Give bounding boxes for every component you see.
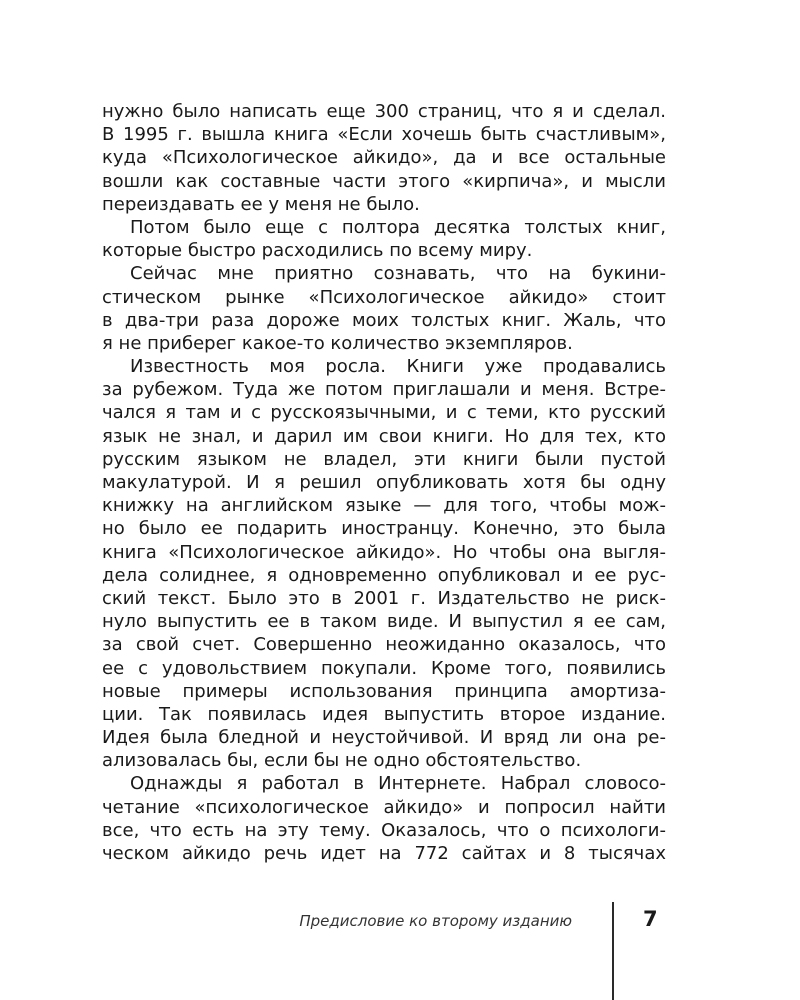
footer-divider (612, 902, 614, 1000)
text-line: за свой счет. Совершенно неожиданно оказалось, что (102, 634, 666, 656)
text-line: я не приберег какое-то количество экземпляров. (102, 332, 573, 354)
text-line: ализовалась бы, если бы не одно обстоятельство. (102, 750, 582, 772)
text-line: Известность моя росла. Книги уже продавались (130, 356, 666, 378)
text-line: книжку на английском языке — для того, чтобы мож- (102, 495, 666, 517)
text-line: которые быстро расходились по всему миру. (102, 240, 533, 262)
text-line: вошли как составные части этого «кирпича», и мысли (102, 170, 666, 192)
text-line: ции. Так появилась идея выпустить второе издание. (102, 703, 666, 725)
text-line: Потом было еще с полтора десятка толстых книг, (130, 216, 666, 238)
text-line: четание «психологическое айкидо» и попросил найти (102, 796, 666, 818)
text-line: нуло выпустить ее в таком виде. И выпустил я ее сам, (102, 611, 666, 633)
text-line: чался я там и с русскоязычными, и с теми, кто русский (102, 402, 666, 424)
text-line: Однажды я работал в Интернете. Набрал словосо- (130, 773, 666, 795)
body-text (102, 100, 666, 865)
text-line: макулатурой. И я решил опубликовать хотя бы одну (102, 472, 666, 493)
text-line: ее с удовольствием покупали. Кроме того, появились (102, 657, 666, 679)
text-line: за рубежом. Туда же потом приглашали и меня. Встре- (102, 379, 666, 401)
text-line: переиздавать ее у меня не было. (102, 193, 420, 215)
text-line: но было ее подарить иностранцу. Конечно, это была (102, 518, 666, 540)
text-line: куда «Психологическое айкидо», да и все остальные (102, 147, 666, 169)
text-line: русским языком не владел, эти книги были пустой (102, 448, 666, 470)
text-line: язык не знал, и дарил им свои книги. Но для тех, кто (102, 425, 666, 447)
text-line: стическом рынке «Психологическое айкидо» стоит (102, 286, 666, 308)
text-line: новые примеры использования принципа амортиза- (102, 680, 666, 702)
page-number: 7 (643, 907, 658, 931)
text-line: все, что есть на эту тему. Оказалось, что о психологи- (102, 819, 666, 841)
text-line: Сейчас мне приятно сознавать, что на букини- (130, 263, 666, 285)
running-title: Предисловие ко второму изданию (299, 912, 572, 930)
text-line: книга «Психологическое айкидо». Но чтобы она выгля- (102, 541, 666, 563)
text-line: В 1995 г. вышла книга «Если хочешь быть счастливым», (102, 124, 666, 146)
text-line: ческом айкидо речь идет на 772 сайтах и 8 тысячах (102, 843, 666, 864)
text-line: Идея была бледной и неустойчивой. И вряд ли она ре- (102, 727, 666, 749)
text-line: в два-три раза дороже моих толстых книг. Жаль, что (102, 309, 666, 331)
text-line: нужно было написать еще 300 страниц, что я и сделал. (102, 101, 666, 122)
text-line: дела солиднее, я одновременно опубликовал и ее рус- (102, 564, 666, 586)
text-line: ский текст. Было это в 2001 г. Издательство не риск- (102, 587, 666, 609)
